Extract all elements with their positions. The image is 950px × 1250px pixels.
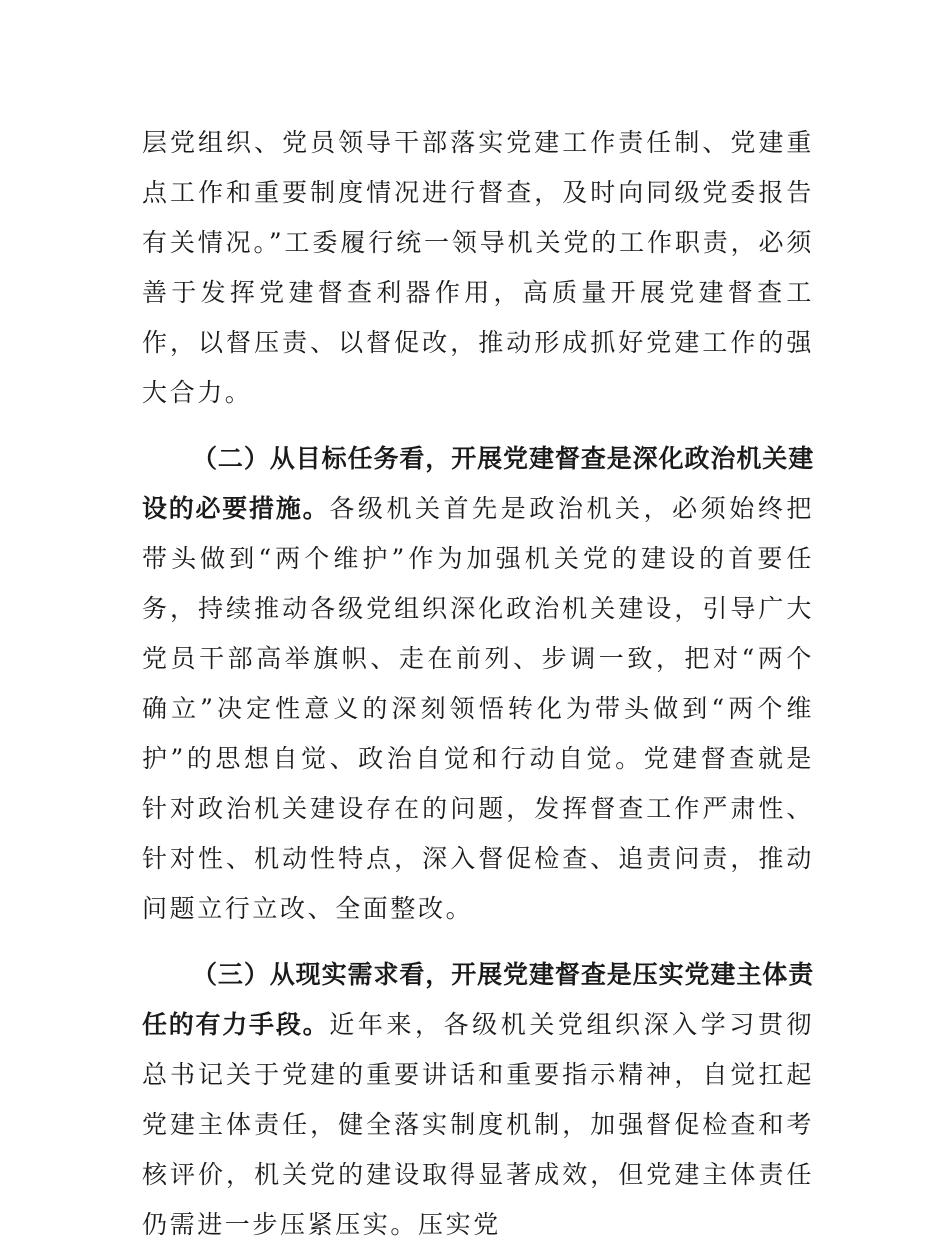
- paragraph-2: [142, 434, 814, 934]
- paragraph-3-heading: （三）从现实需求看，开展党建督查是压实党建主体责任的有力手段。: [142, 960, 814, 1039]
- paragraph-1: [142, 118, 814, 418]
- paragraph-3-body: 近年来，各级机关党组织深入学习贯彻总书记关于党建的重要讲话和重要指示精神，自觉扛起党建主体责任，健全落实制度机制，加强督促检查和考核评价，机关党的建设取得显著成效，但党建主体责任仍需进一步压紧压实。压实党: [142, 1010, 814, 1239]
- paragraph-2-heading: （二）从目标任务看，开展党建督查是深化政治机关建设的必要措施。: [142, 444, 814, 523]
- document-body: [142, 118, 814, 1250]
- paragraph-3: [142, 950, 814, 1250]
- paragraph-2-body: 各级机关首先是政治机关，必须始终把带头做到“两个维护”作为加强机关党的建设的首要任务，持续推动各级党组织深化政治机关建设，引导广大党员干部高举旗帜、走在前列、步调一致，把对“两个确立”决定性意义的深刻领悟转化为带头做到“两个维护”的思想自觉、政治自觉和行动自觉。党建督查就是针对政治机关建设存在的问题，发挥督查工作严肃性、针对性、机动性特点，深入督促检查、追责问责，推动问题立行立改、全面整改。: [142, 494, 814, 923]
- paragraph-1-body: 层党组织、党员领导干部落实党建工作责任制、党建重点工作和重要制度情况进行督查，及时向同级党委报告有关情况。”工委履行统一领导机关党的工作职责，必须善于发挥党建督查利器作用，高质量开展党建督查工作，以督压责、以督促改，推动形成抓好党建工作的强大合力。: [142, 128, 814, 407]
